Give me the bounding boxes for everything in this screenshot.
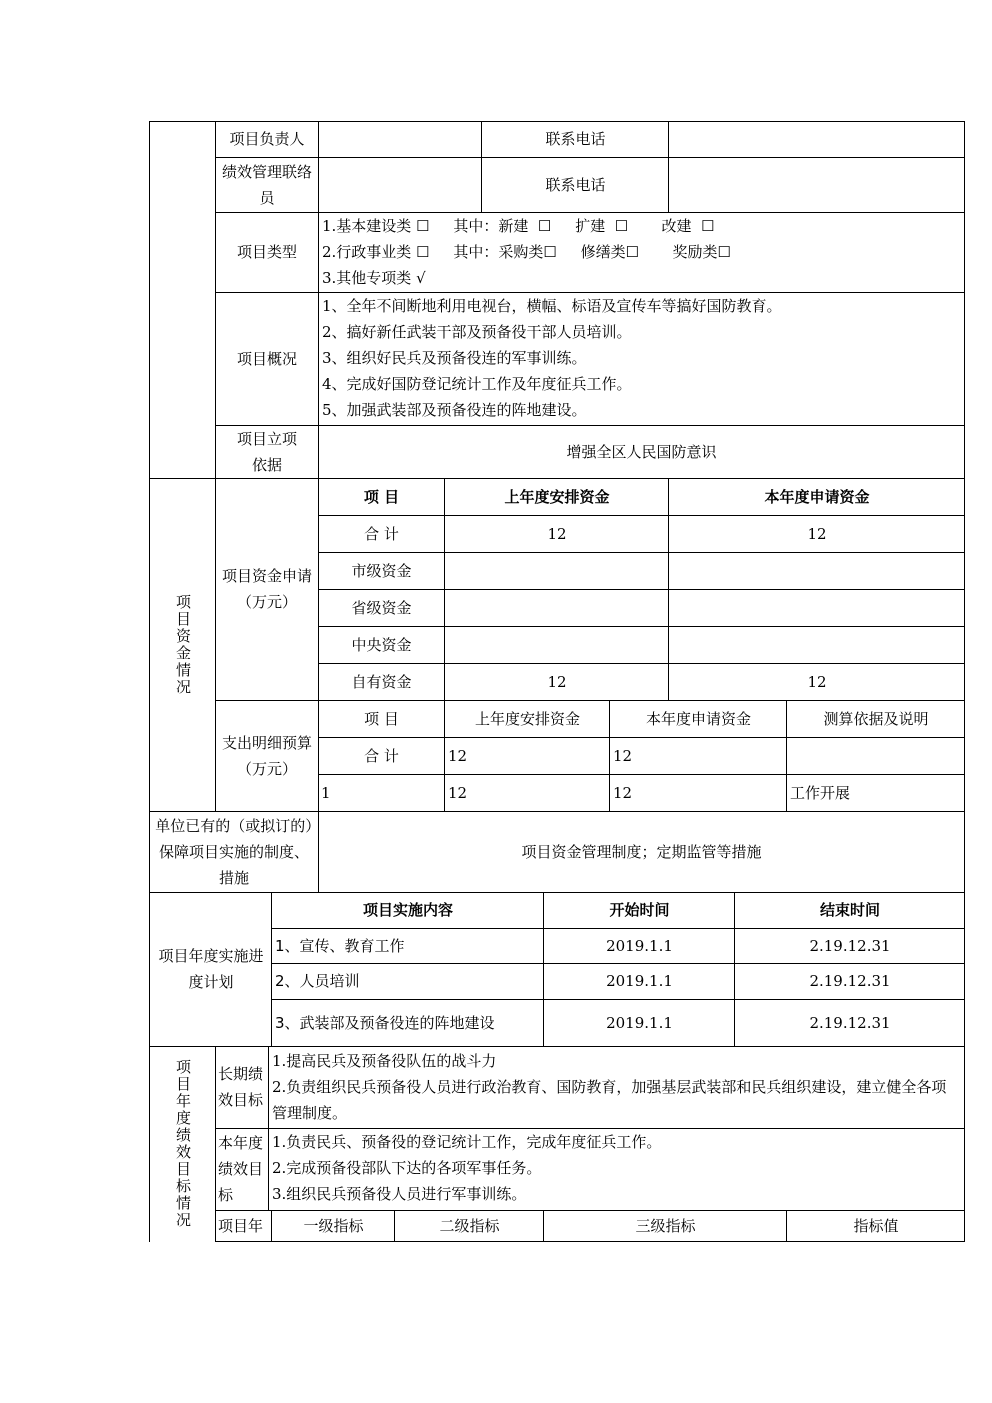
rule xyxy=(216,1241,965,1242)
schedule-header-end: 结束时间 xyxy=(819,901,880,919)
rule xyxy=(543,892,544,1046)
rule xyxy=(734,892,735,1046)
schedule-label: 项目年度实施进度计划 xyxy=(158,947,264,991)
rule xyxy=(668,478,669,700)
funds-row-this[interactable]: 12 xyxy=(807,524,827,543)
performance-label: 项目年度绩效目标情况 xyxy=(174,1059,192,1229)
schedule-row-content: 1、宣传、教育工作 xyxy=(275,936,405,955)
schedule-row-content: 2、人员培训 xyxy=(275,972,360,990)
funds-request-label: 项目资金申请（万元） xyxy=(221,567,312,611)
rule xyxy=(964,121,965,1242)
overview-line-5: 5、加强武装部及预备役连的阵地建设。 xyxy=(322,401,587,419)
annual-line-1: 1.负责民兵、预备役的登记统计工作，完成年度征兵工作。 xyxy=(272,1133,662,1151)
rule xyxy=(318,515,965,516)
project-type-label: 项目类型 xyxy=(236,243,297,261)
schedule-row-start: 2019.1.1 xyxy=(606,936,673,955)
rule xyxy=(543,1210,544,1242)
rule xyxy=(271,892,272,1046)
funds-header-last: 上年度安排资金 xyxy=(504,487,610,506)
funds-row-this[interactable]: 12 xyxy=(807,672,827,691)
rule xyxy=(318,737,965,738)
rule xyxy=(272,999,965,1000)
rule xyxy=(216,425,965,426)
rule xyxy=(318,626,965,627)
funds-row-item: 中央资金 xyxy=(351,635,412,654)
rule xyxy=(150,1046,965,1047)
funds-row-last[interactable]: 12 xyxy=(547,672,567,691)
rule xyxy=(318,589,965,590)
leader-label: 项目负责人 xyxy=(229,130,305,148)
schedule-row-end: 2.19.12.31 xyxy=(809,936,891,955)
long-term-line-1: 1.提高民兵及预备役队伍的战斗力 xyxy=(272,1052,497,1070)
funds-row-item: 省级资金 xyxy=(351,598,412,617)
project-type-line-2: 2.行政事业类 ☐ 其中：采购类☐ 修缮类☐ 奖励类☐ xyxy=(322,243,731,261)
rule xyxy=(318,774,965,775)
schedule-header-content: 项目实施内容 xyxy=(362,901,453,919)
detail-row-note[interactable]: 工作开展 xyxy=(790,783,851,802)
rule xyxy=(150,892,965,893)
funds-row-this[interactable] xyxy=(669,552,965,589)
rule xyxy=(216,292,965,293)
project-type-options xyxy=(318,212,965,292)
rule xyxy=(318,811,319,892)
measures-value: 项目资金管理制度；定期监管等措施 xyxy=(521,842,762,861)
schedule-row-start: 2019.1.1 xyxy=(606,1013,673,1032)
detail-header-item: 项 目 xyxy=(364,709,399,728)
measures-label: 单位已有的（或拟订的）保障项目实施的制度、措施 xyxy=(155,816,313,887)
schedule-row-end: 2.19.12.31 xyxy=(809,1013,891,1032)
annual-line-3: 3.组织民兵预备役人员进行军事训练。 xyxy=(272,1185,527,1203)
indicator-header-1: 一级指标 xyxy=(303,1217,364,1235)
overview-label: 项目概况 xyxy=(236,349,297,368)
schedule-row-start: 2019.1.1 xyxy=(606,972,673,990)
rule xyxy=(272,928,965,929)
detail-header-this: 本年度申请资金 xyxy=(645,709,751,728)
funds-header-item: 项 目 xyxy=(363,487,400,506)
rule xyxy=(609,700,610,811)
indicator-header-2: 二级指标 xyxy=(439,1217,500,1235)
rule xyxy=(150,121,965,122)
annual-line-2: 2.完成预备役部队下达的各项军事任务。 xyxy=(272,1159,542,1177)
detail-label: 支出明细预算（万元） xyxy=(221,733,312,778)
rule xyxy=(149,121,150,1242)
overview-line-1: 1、全年不间断地利用电视台，横幅、标语及宣传车等搞好国防教育。 xyxy=(322,297,782,315)
rule xyxy=(216,212,965,213)
rule xyxy=(150,811,965,812)
annual-label: 本年度绩效目标 xyxy=(218,1134,264,1204)
project-type-line-1: 1.基本建设类 ☐ 其中：新建 ☐ 扩建 ☐ 改建 ☐ xyxy=(322,217,715,235)
detail-row-last[interactable]: 12 xyxy=(448,783,468,802)
indicator-header-4: 指标值 xyxy=(853,1217,899,1235)
rule xyxy=(216,1128,965,1129)
rule xyxy=(318,552,965,553)
indicator-label: 项目年 xyxy=(218,1217,264,1235)
project-type-line-3: 3.其他专项类 √ xyxy=(322,269,426,287)
detail-header-note: 测算依据及说明 xyxy=(823,709,929,728)
liaison-value[interactable] xyxy=(318,157,482,212)
rule xyxy=(444,478,445,811)
funds-row-item: 市级资金 xyxy=(351,561,412,580)
rule xyxy=(318,121,319,478)
overview-line-4: 4、完成好国防登记统计工作及年度征兵工作。 xyxy=(322,375,632,393)
rule xyxy=(786,1210,787,1242)
phone-label-2: 联系电话 xyxy=(545,175,606,194)
rule xyxy=(216,157,965,158)
performance-label-cell xyxy=(150,1046,216,1242)
basis-value: 增强全区人民国防意识 xyxy=(566,442,717,461)
funds-row-last[interactable] xyxy=(445,626,669,663)
schedule-row-end: 2.19.12.31 xyxy=(809,972,891,990)
leader-value[interactable] xyxy=(318,121,482,157)
schedule-row-content: 3、武装部及预备役连的阵地建设 xyxy=(275,1013,495,1032)
detail-row-item: 1 xyxy=(321,783,331,802)
funds-section-label-cell xyxy=(150,478,216,811)
detail-row-last[interactable]: 12 xyxy=(448,746,468,765)
basis-label: 项目立项依据 xyxy=(236,429,297,474)
detail-row-this[interactable]: 12 xyxy=(613,783,633,802)
funds-row-this[interactable] xyxy=(669,626,965,663)
rule xyxy=(216,700,965,701)
funds-row-last[interactable]: 12 xyxy=(547,524,567,543)
detail-row-note[interactable] xyxy=(787,737,965,774)
long-term-label: 长期绩效目标 xyxy=(218,1065,264,1109)
rule xyxy=(786,700,787,811)
rule xyxy=(272,963,965,964)
detail-header-last: 上年度安排资金 xyxy=(474,709,580,728)
phone-value[interactable] xyxy=(669,121,965,157)
funds-row-item: 自有资金 xyxy=(351,672,412,691)
funds-row-last[interactable] xyxy=(445,552,669,589)
rule xyxy=(215,478,216,811)
rule xyxy=(394,1210,395,1242)
phone-label: 联系电话 xyxy=(545,130,606,148)
rule xyxy=(215,121,216,478)
funds-section-label: 项目资金情况 xyxy=(174,593,192,696)
overview-content xyxy=(318,292,965,425)
schedule-header-start: 开始时间 xyxy=(609,901,670,919)
long-term-line-2: 2.负责组织民兵预备役人员进行政治教育、国防教育，加强基层武装部和民兵组织建设，建立健全各项管理制度。 xyxy=(272,1078,947,1122)
detail-row-this[interactable]: 12 xyxy=(613,746,633,765)
phone-value-2[interactable] xyxy=(669,157,965,212)
rule xyxy=(215,1046,216,1242)
detail-row-item: 合 计 xyxy=(364,746,399,765)
rule xyxy=(216,1210,965,1211)
overview-line-2: 2、搞好新任武装干部及预备役干部人员培训。 xyxy=(322,323,632,341)
rule xyxy=(481,121,482,212)
rule xyxy=(150,478,965,479)
funds-row-last[interactable] xyxy=(445,589,669,626)
annual-goals xyxy=(268,1128,965,1210)
funds-row-item: 合 计 xyxy=(364,524,399,543)
rule xyxy=(668,121,669,212)
funds-header-this: 本年度申请资金 xyxy=(764,487,870,506)
funds-row-this[interactable] xyxy=(669,589,965,626)
overview-line-3: 3、组织好民兵及预备役连的军事训练。 xyxy=(322,349,587,367)
indicator-header-3: 三级指标 xyxy=(635,1217,696,1235)
rule xyxy=(318,478,319,811)
liaison-label: 绩效管理联络员 xyxy=(221,162,312,207)
long-term-goals xyxy=(268,1046,965,1128)
rule xyxy=(271,1210,272,1242)
rule xyxy=(318,663,965,664)
